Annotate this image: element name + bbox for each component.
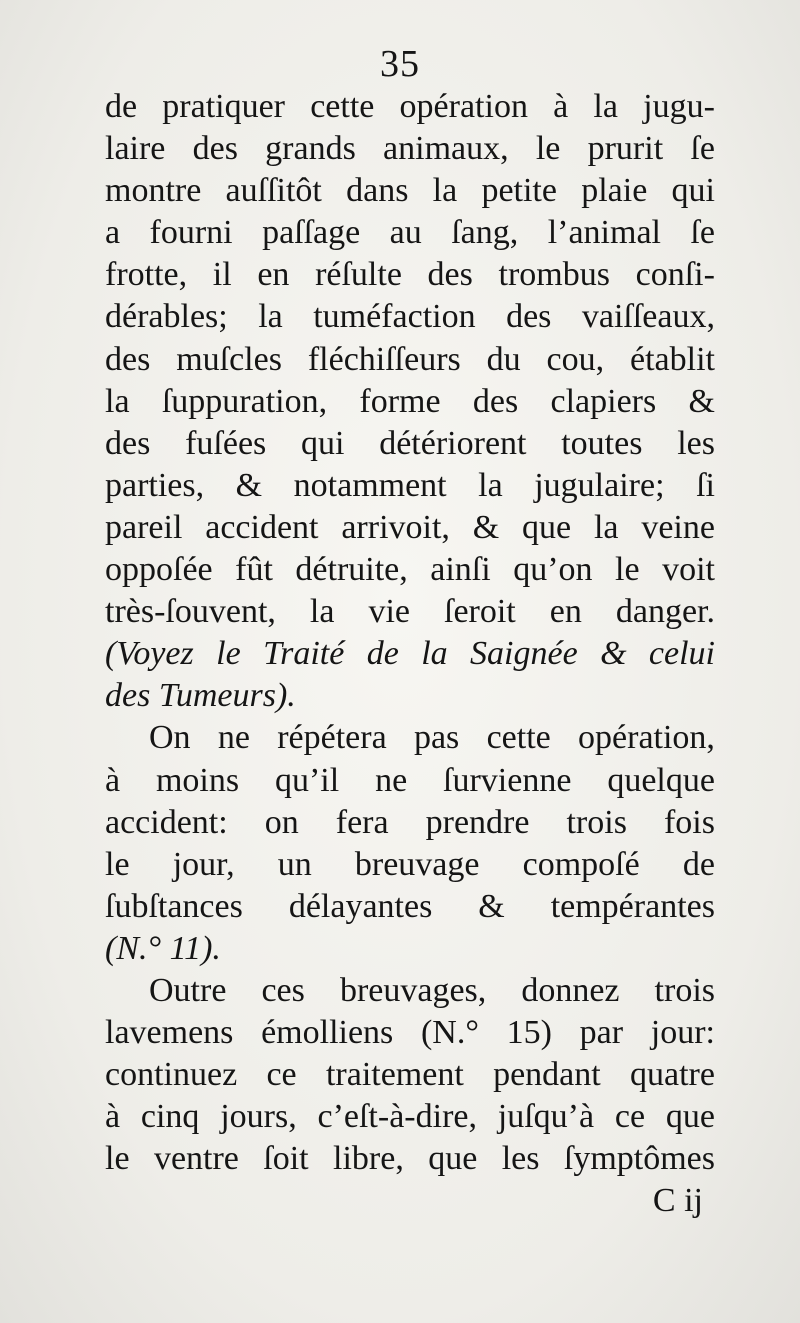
- text-line: le ventre ſoit libre, que les ſymptômes: [105, 1140, 715, 1178]
- text-line: le jour, un breuvage compoſé de: [105, 845, 715, 883]
- reference-line: (Voyez le Traité de la Saignée & celui: [105, 635, 715, 673]
- text-line: accident: on fera prendre trois fois: [105, 803, 715, 841]
- paragraph-start-line: On ne répétera pas cette opération,: [149, 719, 715, 757]
- text-line: de pratiquer cette opération à la jugu-: [105, 88, 715, 125]
- text-line: lavemens émolliens (N.° 15) par jour:: [105, 1014, 715, 1052]
- text-line: très-ſouvent, la vie ſeroit en danger.: [105, 593, 715, 631]
- text-line: dérables; la tuméfaction des vaiſſeaux,: [105, 298, 715, 336]
- text-line: (N.° 11).: [105, 929, 221, 967]
- text-line: frotte, il en réſulte des trombus conſi-: [105, 256, 715, 294]
- text-line: continuez ce traitement pendant quatre: [105, 1056, 715, 1094]
- paragraph-start-line: Outre ces breuvages, donnez trois: [149, 971, 715, 1009]
- text-line: laire des grands animaux, le prurit ſe: [105, 130, 715, 168]
- text-line: oppoſée fût détruite, ainſi qu’on le voit: [105, 551, 715, 589]
- text-line: a fourni paſſage au ſang, l’animal ſe: [105, 214, 715, 252]
- text-line: à moins qu’il ne ſurvienne quelque: [105, 761, 715, 799]
- signature-mark: C ij: [652, 1182, 703, 1220]
- page-number: 35: [380, 43, 420, 85]
- text-line: la ſuppuration, forme des clapiers &: [105, 382, 715, 420]
- text-line: à cinq jours, c’eſt-à-dire, juſqu’à ce que: [105, 1098, 715, 1136]
- reference-line: des Tumeurs).: [105, 677, 296, 715]
- text-line: des fuſées qui détériorent toutes les: [105, 424, 715, 462]
- text-line: ſubſtances délayantes & tempérantes: [105, 887, 715, 925]
- signature-mark-row: [105, 1180, 715, 1222]
- text-line: des muſcles fléchiſſeurs du cou, établit: [105, 340, 715, 378]
- body-text: [105, 86, 715, 1222]
- text-line: pareil accident arrivoit, & que la veine: [105, 508, 715, 546]
- text-line: montre auſſitôt dans la petite plaie qui: [105, 172, 715, 210]
- text-line: parties, & notamment la jugulaire; ſi: [105, 466, 715, 504]
